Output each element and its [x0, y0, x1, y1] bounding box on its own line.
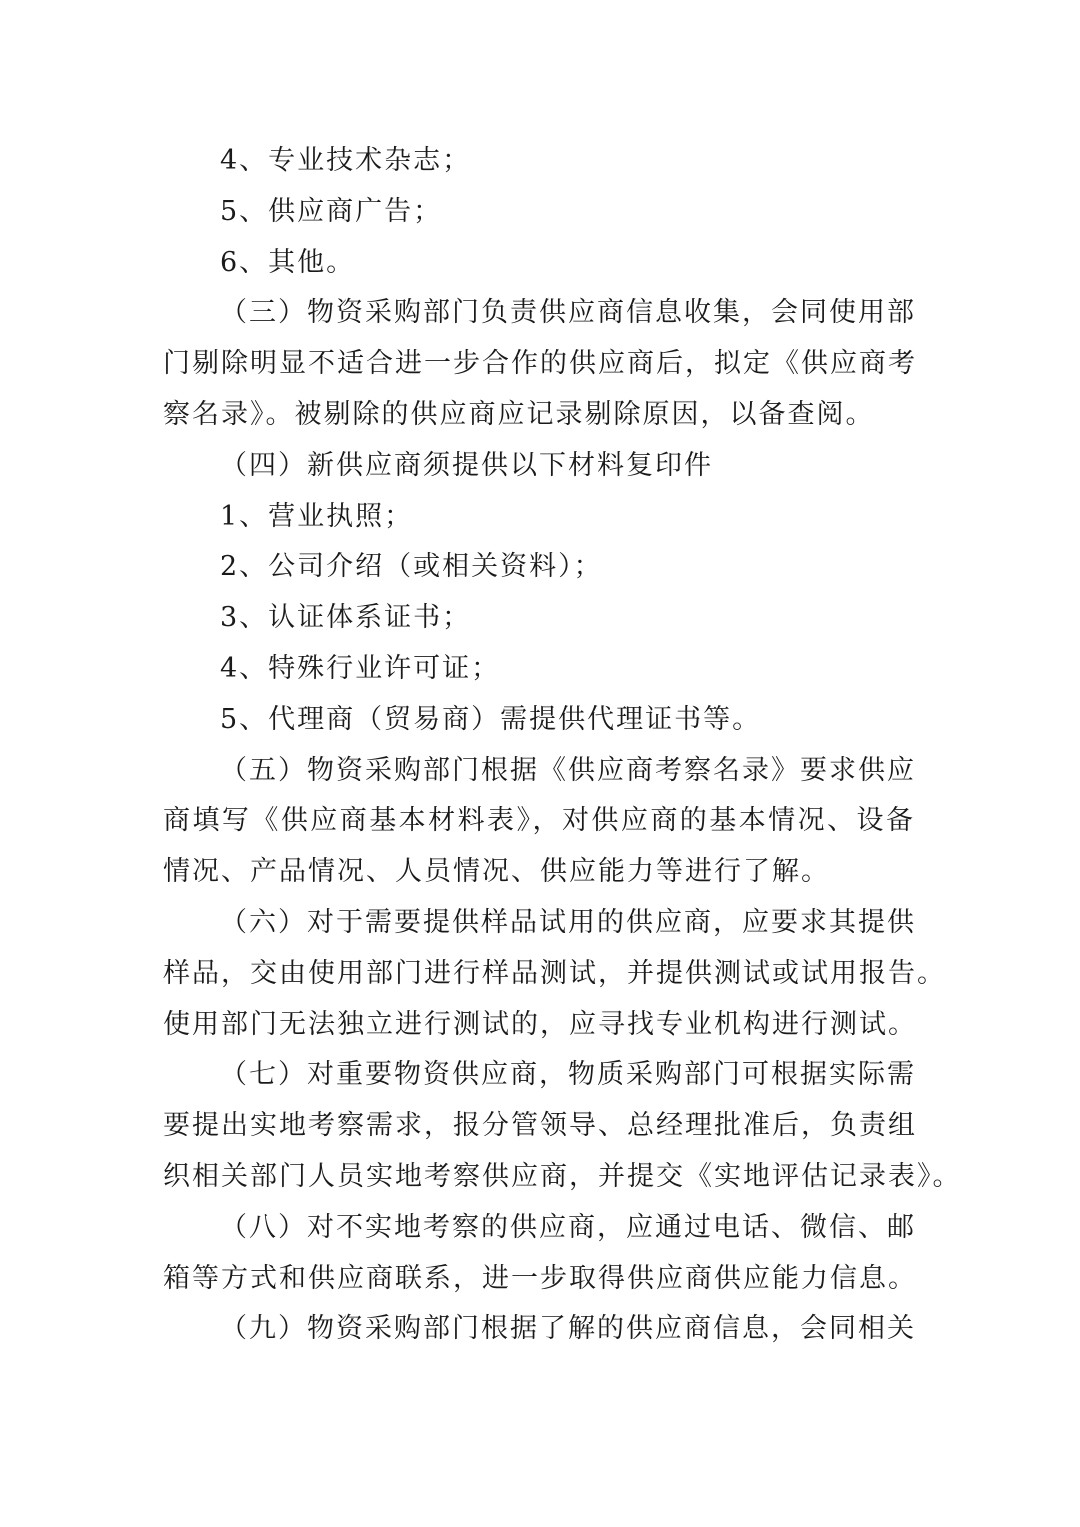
section-3-line-3: 察名录》。被剔除的供应商应记录剔除原因，以备查阅。: [163, 398, 875, 430]
list-item-specialized-journals: 4、专业技术杂志；: [220, 145, 472, 176]
list-item-company-intro: 2、公司介绍（或相关资料）；: [220, 551, 603, 583]
list-item-other: 6、其他。: [220, 246, 356, 278]
section-6-line-1: （六）对于需要提供样品试用的供应商，应要求其提供: [220, 906, 916, 938]
section-3-line-2: 门剔除明显不适合进一步合作的供应商后，拟定《供应商考: [163, 348, 917, 380]
section-9-line-1: （九）物资采购部门根据了解的供应商信息，会同相关: [220, 1313, 916, 1345]
section-7-line-1: （七）对重要物资供应商，物质采购部门可根据实际需: [220, 1059, 916, 1091]
list-item-supplier-ads: 5、供应商广告；: [220, 195, 443, 227]
section-8-line-1: （八）对不实地考察的供应商，应通过电话、微信、邮: [220, 1211, 916, 1243]
list-item-agent-certificate: 5、代理商（贸易商）需提供代理证书等。: [220, 703, 762, 735]
section-5-line-2: 商填写《供应商基本材料表》，对供应商的基本情况、设备: [163, 805, 915, 837]
section-5-line-3: 情况、产品情况、人员情况、供应能力等进行了解。: [163, 856, 830, 888]
section-8-line-2: 箱等方式和供应商联系，进一步取得供应商供应能力信息。: [163, 1262, 917, 1294]
section-4-heading: （四）新供应商须提供以下材料复印件: [220, 449, 713, 481]
section-6-line-3: 使用部门无法独立进行测试的，应寻找专业机构进行测试。: [163, 1008, 917, 1040]
section-7-line-2: 要提出实地考察需求，报分管领导、总经理批准后，负责组: [163, 1110, 917, 1142]
list-item-certification: 3、认证体系证书；: [220, 602, 472, 634]
list-item-business-license: 1、营业执照；: [220, 500, 414, 532]
section-6-line-2: 样品，交由使用部门进行样品测试，并提供测试或试用报告。: [163, 957, 946, 989]
section-3-line-1: （三）物资采购部门负责供应商信息收集，会同使用部: [220, 297, 916, 329]
list-item-industry-permit: 4、特殊行业许可证；: [220, 652, 501, 684]
section-7-line-3: 织相关部门人员实地考察供应商，并提交《实地评估记录表》。: [163, 1160, 962, 1192]
document-body: [163, 136, 962, 1355]
section-5-line-1: （五）物资采购部门根据《供应商考察名录》要求供应: [220, 754, 916, 786]
